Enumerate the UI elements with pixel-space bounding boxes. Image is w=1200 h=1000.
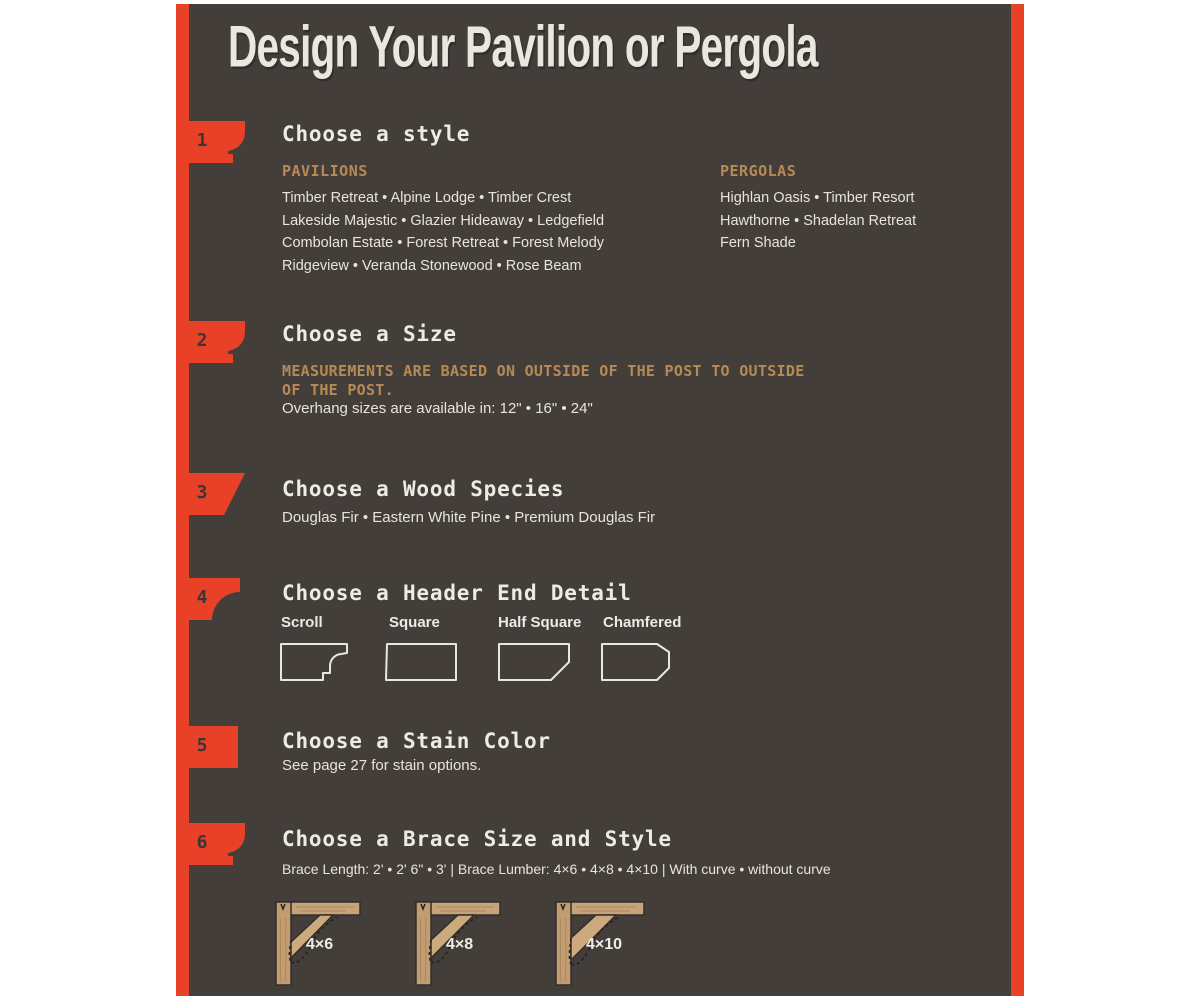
- step-number: 6: [196, 832, 208, 853]
- option-label-chamfered: Chamfered: [603, 614, 682, 631]
- option-label-scroll: Scroll: [281, 614, 323, 631]
- measurement-note: MEASUREMENTS ARE BASED ON OUTSIDE OF THE POST TO OUTSIDE OF THE POST.: [282, 362, 805, 399]
- list-item: Timber Retreat • Alpine Lodge • Timber Crest: [282, 190, 572, 206]
- section-heading-size: Choose a Size: [282, 322, 457, 346]
- brace-specs-text: Brace Length: 2' • 2' 6" • 3' | Brace Lumber: 4×6 • 4×8 • 4×10 | With curve • without curve: [282, 861, 831, 877]
- brace-size-label: 4×6: [306, 936, 334, 953]
- section-heading-stain: Choose a Stain Color: [282, 729, 551, 753]
- section-heading-wood: Choose a Wood Species: [282, 477, 565, 501]
- list-item: Combolan Estate • Forest Retreat • Forest Melody: [282, 235, 605, 251]
- list-item: Hawthorne • Shadelan Retreat: [720, 212, 917, 229]
- list-item: Lakeside Majestic • Glazier Hideaway • Ledgefield: [282, 212, 605, 229]
- pavilions-label: PAVILIONS: [282, 162, 368, 180]
- stain-options-text: See page 27 for stain options.: [282, 757, 482, 774]
- section-heading-header-end: Choose a Header End Detail: [282, 581, 632, 605]
- step-tab-3: [176, 473, 245, 515]
- list-item: Highlan Oasis • Timber Resort: [720, 190, 915, 206]
- step-number: 5: [196, 735, 208, 756]
- step-number: 1: [196, 130, 208, 151]
- wood-species-text: Douglas Fir • Eastern White Pine • Premium Douglas Fir: [282, 509, 656, 526]
- option-label-square: Square: [389, 614, 440, 631]
- step-tab-1: [176, 121, 245, 163]
- brace-size-label: 4×10: [586, 936, 623, 953]
- list-item: Ridgeview • Veranda Stonewood • Rose Beam: [282, 257, 582, 274]
- pergolas-label: PERGOLAS: [720, 162, 797, 180]
- step-tab-2: [176, 321, 245, 363]
- step-tab-5: [176, 726, 245, 768]
- step-number: 3: [196, 482, 208, 503]
- brace-diagram-4x10: [546, 896, 646, 990]
- section-heading-brace: Choose a Brace Size and Style: [282, 827, 672, 851]
- chamfered-profile-icon: [601, 643, 671, 681]
- brace-diagram-4x8: [406, 896, 506, 990]
- pavilions-list: [282, 187, 604, 277]
- brace-diagram-4x6: [266, 896, 366, 990]
- step-tab-4: [176, 578, 245, 620]
- brace-size-label: 4×8: [446, 936, 474, 953]
- list-item: Fern Shade: [720, 235, 796, 251]
- step-tab-6: [176, 823, 245, 865]
- page-title: Design Your Pavilion or Pergola: [228, 15, 818, 81]
- half-square-profile-icon: [498, 643, 570, 681]
- option-label-half-square: Half Square: [498, 614, 582, 631]
- overhang-sizes-text: Overhang sizes are available in: 12" • 16" • 24": [282, 400, 593, 417]
- section-heading-style: Choose a style: [282, 122, 471, 146]
- scroll-profile-icon: [280, 643, 348, 681]
- square-profile-icon: [385, 643, 457, 681]
- pergolas-list: [720, 187, 916, 255]
- step-number: 2: [196, 330, 208, 351]
- step-number: 4: [196, 587, 208, 608]
